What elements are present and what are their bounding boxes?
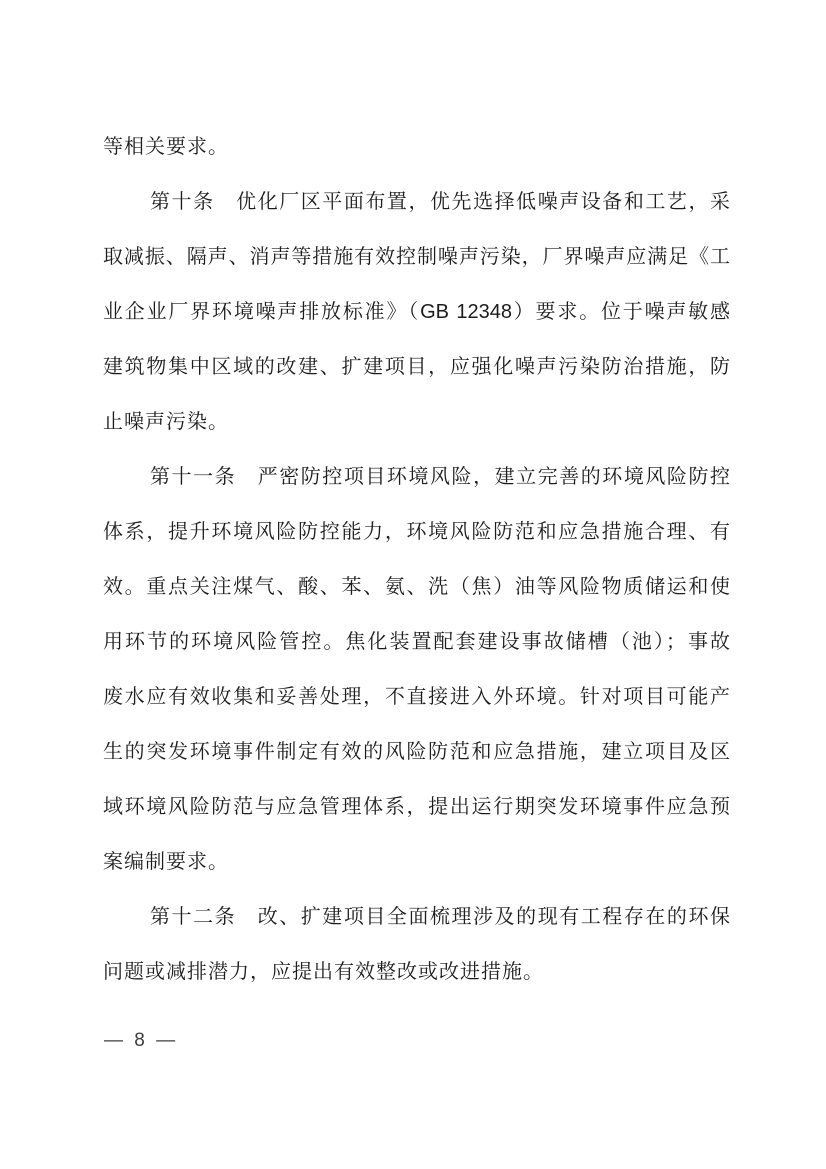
text-line: 废水应有效收集和妥善处理，不直接进入外环境。针对项目可能产 bbox=[103, 686, 730, 708]
paragraph bbox=[103, 890, 730, 1000]
paragraph bbox=[103, 450, 730, 890]
document-body bbox=[103, 120, 730, 1000]
text-line: 体系，提升环境风险防控能力，环境风险防范和应急措施合理、有 bbox=[103, 521, 730, 543]
text-line: 域环境风险防范与应急管理体系，提出运行期突发环境事件应急预 bbox=[103, 796, 730, 818]
text-line: 第十二条 改、扩建项目全面梳理涉及的现有工程存在的环保 bbox=[150, 906, 730, 928]
page-number: — 8 — bbox=[104, 1030, 179, 1051]
text-line: 业企业厂界环境噪声排放标准》（GB 12348）要求。位于噪声敏感 bbox=[103, 301, 730, 323]
page-footer bbox=[104, 1028, 178, 1054]
text-line: 效。重点关注煤气、酸、苯、氨、洗（焦）油等风险物质储运和使 bbox=[103, 576, 730, 598]
text-line: 案编制要求。 bbox=[103, 851, 229, 873]
text-line: 用环节的环境风险管控。焦化装置配套建设事故储槽（池）；事故 bbox=[103, 631, 730, 653]
text-line: 止噪声污染。 bbox=[103, 411, 229, 433]
text-line: 等相关要求。 bbox=[103, 136, 229, 158]
text-line: 第十条 优化厂区平面布置，优先选择低噪声设备和工艺，采 bbox=[150, 191, 730, 213]
text-line: 建筑物集中区域的改建、扩建项目，应强化噪声污染防治措施，防 bbox=[103, 356, 730, 378]
text-line: 问题或减排潜力，应提出有效整改或改进措施。 bbox=[103, 961, 544, 983]
text-line: 取减振、隔声、消声等措施有效控制噪声污染，厂界噪声应满足《工 bbox=[103, 246, 730, 268]
text-line: 第十一条 严密防控项目环境风险，建立完善的环境风险防控 bbox=[150, 466, 730, 488]
text-line: 生的突发环境事件制定有效的风险防范和应急措施，建立项目及区 bbox=[103, 741, 730, 763]
paragraph bbox=[103, 120, 730, 175]
paragraph bbox=[103, 175, 730, 450]
